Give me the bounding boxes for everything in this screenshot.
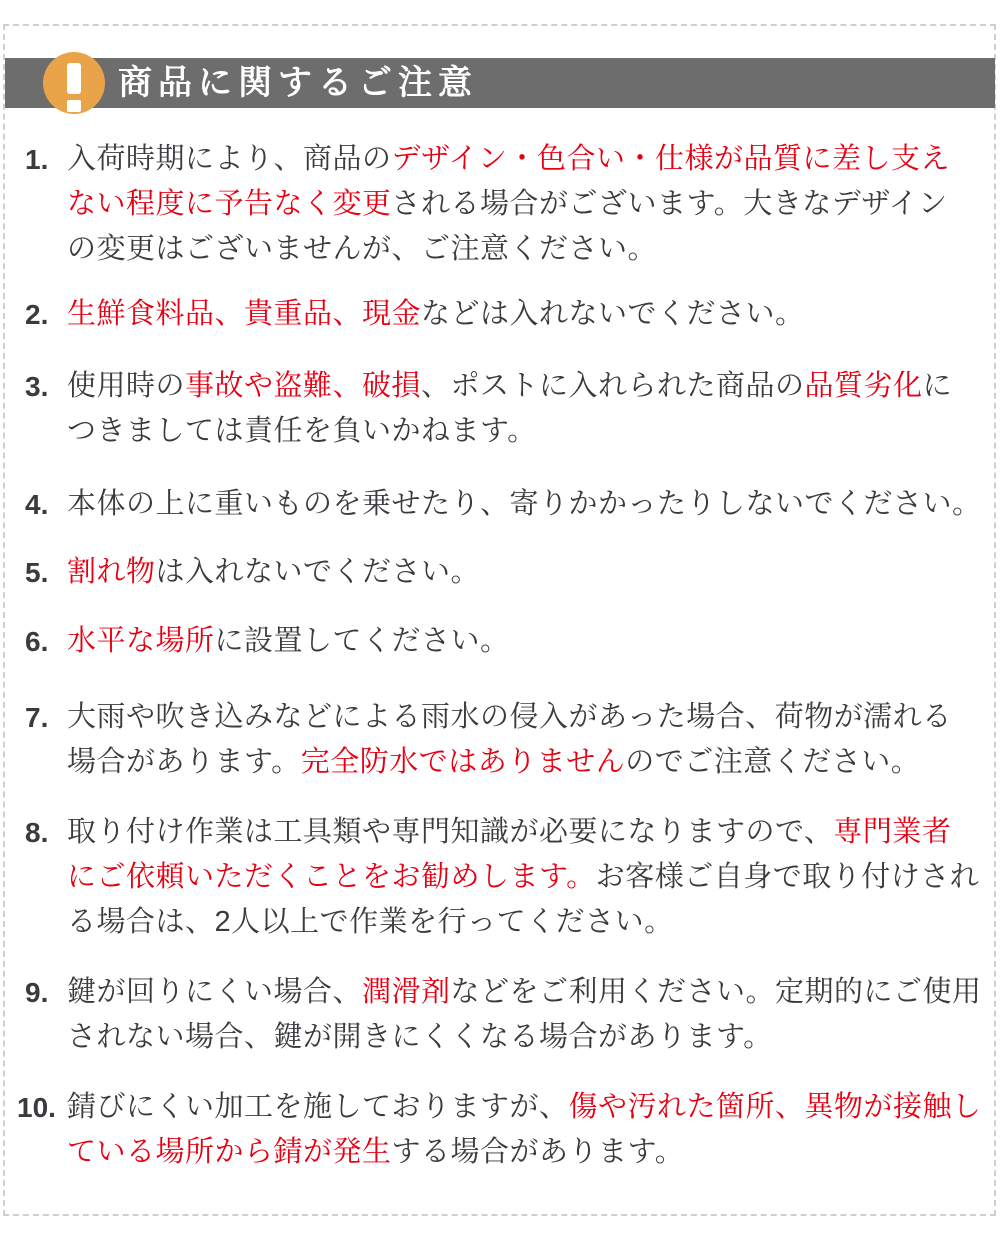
body-text: お客様ご自身で取り付けされ	[595, 861, 980, 893]
highlighted-text: 事故や盗難、破損	[185, 370, 422, 402]
notice-text-line	[67, 227, 950, 272]
notice-item	[25, 970, 982, 1060]
notice-text-line	[67, 182, 950, 227]
notice-text-line	[67, 970, 982, 1015]
highlighted-text: にご依頼いただくことをお勧めします。	[67, 861, 596, 893]
highlighted-text: 傷や汚れた箇所、異物が接触し	[568, 1091, 982, 1123]
notice-number: 6.	[25, 626, 49, 657]
notice-item	[17, 1085, 982, 1175]
notice-text-line	[67, 810, 979, 855]
notice-item	[25, 619, 973, 664]
notice-number: 4.	[25, 489, 49, 520]
highlighted-text: ない程度に予告なく変更	[67, 188, 392, 220]
highlighted-text: デザイン・色合い・仕様が品質に差し支え	[391, 143, 950, 175]
body-text: 取り付け作業は工具類や専門知識が必要になりますので、	[67, 816, 834, 848]
body-text: 使用時の	[67, 370, 186, 402]
highlighted-text: 完全防水ではありません	[300, 746, 626, 778]
body-text: の変更はございませんが、ご注意ください。	[67, 233, 658, 265]
notice-text-line	[67, 1015, 982, 1060]
highlighted-text: ている場所から錆が発生	[67, 1136, 392, 1168]
notice-number: 10.	[17, 1092, 56, 1123]
body-text: 場合があります。	[67, 746, 301, 778]
body-text: 入荷時期により、商品の	[67, 143, 392, 175]
notice-list	[17, 137, 982, 1200]
notice-text-line	[67, 137, 950, 182]
body-text: などをご利用ください。定期的にご使用	[450, 976, 982, 1008]
notice-text-line	[67, 740, 952, 785]
notice-item	[25, 482, 982, 527]
highlighted-text: 品質劣化	[804, 370, 923, 402]
body-text: る場合は、2人以上で作業を行ってください。	[67, 906, 674, 938]
notice-text	[67, 550, 480, 595]
exclamation-dot	[67, 100, 81, 112]
notice-title: 商品に関するご注意	[118, 64, 478, 102]
notice-text	[67, 364, 952, 454]
exclamation-icon	[43, 52, 105, 114]
body-text: 本体の上に重いものを乗せたり、寄りかかったりしないでください。	[67, 488, 982, 520]
body-text: は入れないでください。	[155, 556, 481, 588]
body-text: に設置してください。	[214, 625, 510, 657]
body-text: に	[922, 370, 953, 402]
notice-number: 1.	[25, 144, 49, 175]
body-text: されない場合、鍵が開きにくくなる場合があります。	[67, 1021, 773, 1053]
notice-number: 7.	[25, 702, 49, 733]
body-text: のでご注意ください。	[625, 746, 921, 778]
notice-text-line	[67, 364, 952, 409]
notice-text-line	[67, 619, 510, 664]
highlighted-text: 専門業者	[833, 816, 952, 848]
notice-text-line	[67, 900, 979, 945]
highlighted-text: 割れ物	[67, 556, 156, 588]
notice-text	[67, 970, 982, 1060]
notice-text-line	[67, 550, 480, 595]
body-text: 大雨や吹き込みなどによる雨水の侵入があった場合、荷物が濡れる	[67, 701, 952, 733]
body-text: つきましては責任を負いかねます。	[67, 415, 537, 447]
body-text: 、ポストに入れられた商品の	[421, 370, 805, 402]
notice-text-line	[67, 1085, 982, 1130]
notice-text-line	[67, 855, 979, 900]
body-text: する場合があります。	[391, 1136, 685, 1168]
body-text: 鍵が回りにくい場合、	[67, 976, 363, 1008]
body-text: などは入れないでください。	[421, 298, 805, 330]
notice-text-line	[67, 695, 952, 740]
exclamation-bar	[67, 63, 81, 94]
notice-text	[67, 1085, 982, 1175]
notice-item	[25, 364, 973, 454]
notice-text	[67, 137, 950, 272]
notice-item	[25, 292, 973, 337]
notice-text-line	[67, 409, 952, 454]
body-text: 錆びにくい加工を施しておりますが、	[67, 1091, 569, 1123]
notice-text	[67, 619, 510, 664]
notice-number: 9.	[25, 977, 49, 1008]
notice-number: 5.	[25, 557, 49, 588]
notice-text-line	[67, 292, 805, 337]
notice-text	[67, 482, 982, 527]
highlighted-text: 生鮮食料品、貴重品、現金	[67, 298, 422, 330]
notice-item	[25, 810, 980, 945]
notice-number: 8.	[25, 817, 49, 848]
highlighted-text: 水平な場所	[67, 625, 215, 657]
notice-item	[25, 695, 973, 785]
notice-text-line	[67, 1130, 982, 1175]
notice-item	[25, 550, 973, 595]
notice-text	[67, 810, 979, 945]
notice-number: 2.	[25, 299, 49, 330]
notice-text-line	[67, 482, 982, 527]
notice-item	[25, 137, 973, 272]
notice-text	[67, 292, 805, 337]
highlighted-text: 潤滑剤	[362, 976, 451, 1008]
notice-number: 3.	[25, 371, 49, 402]
notice-text	[67, 695, 952, 785]
body-text: される場合がございます。大きなデザイン	[391, 188, 948, 220]
